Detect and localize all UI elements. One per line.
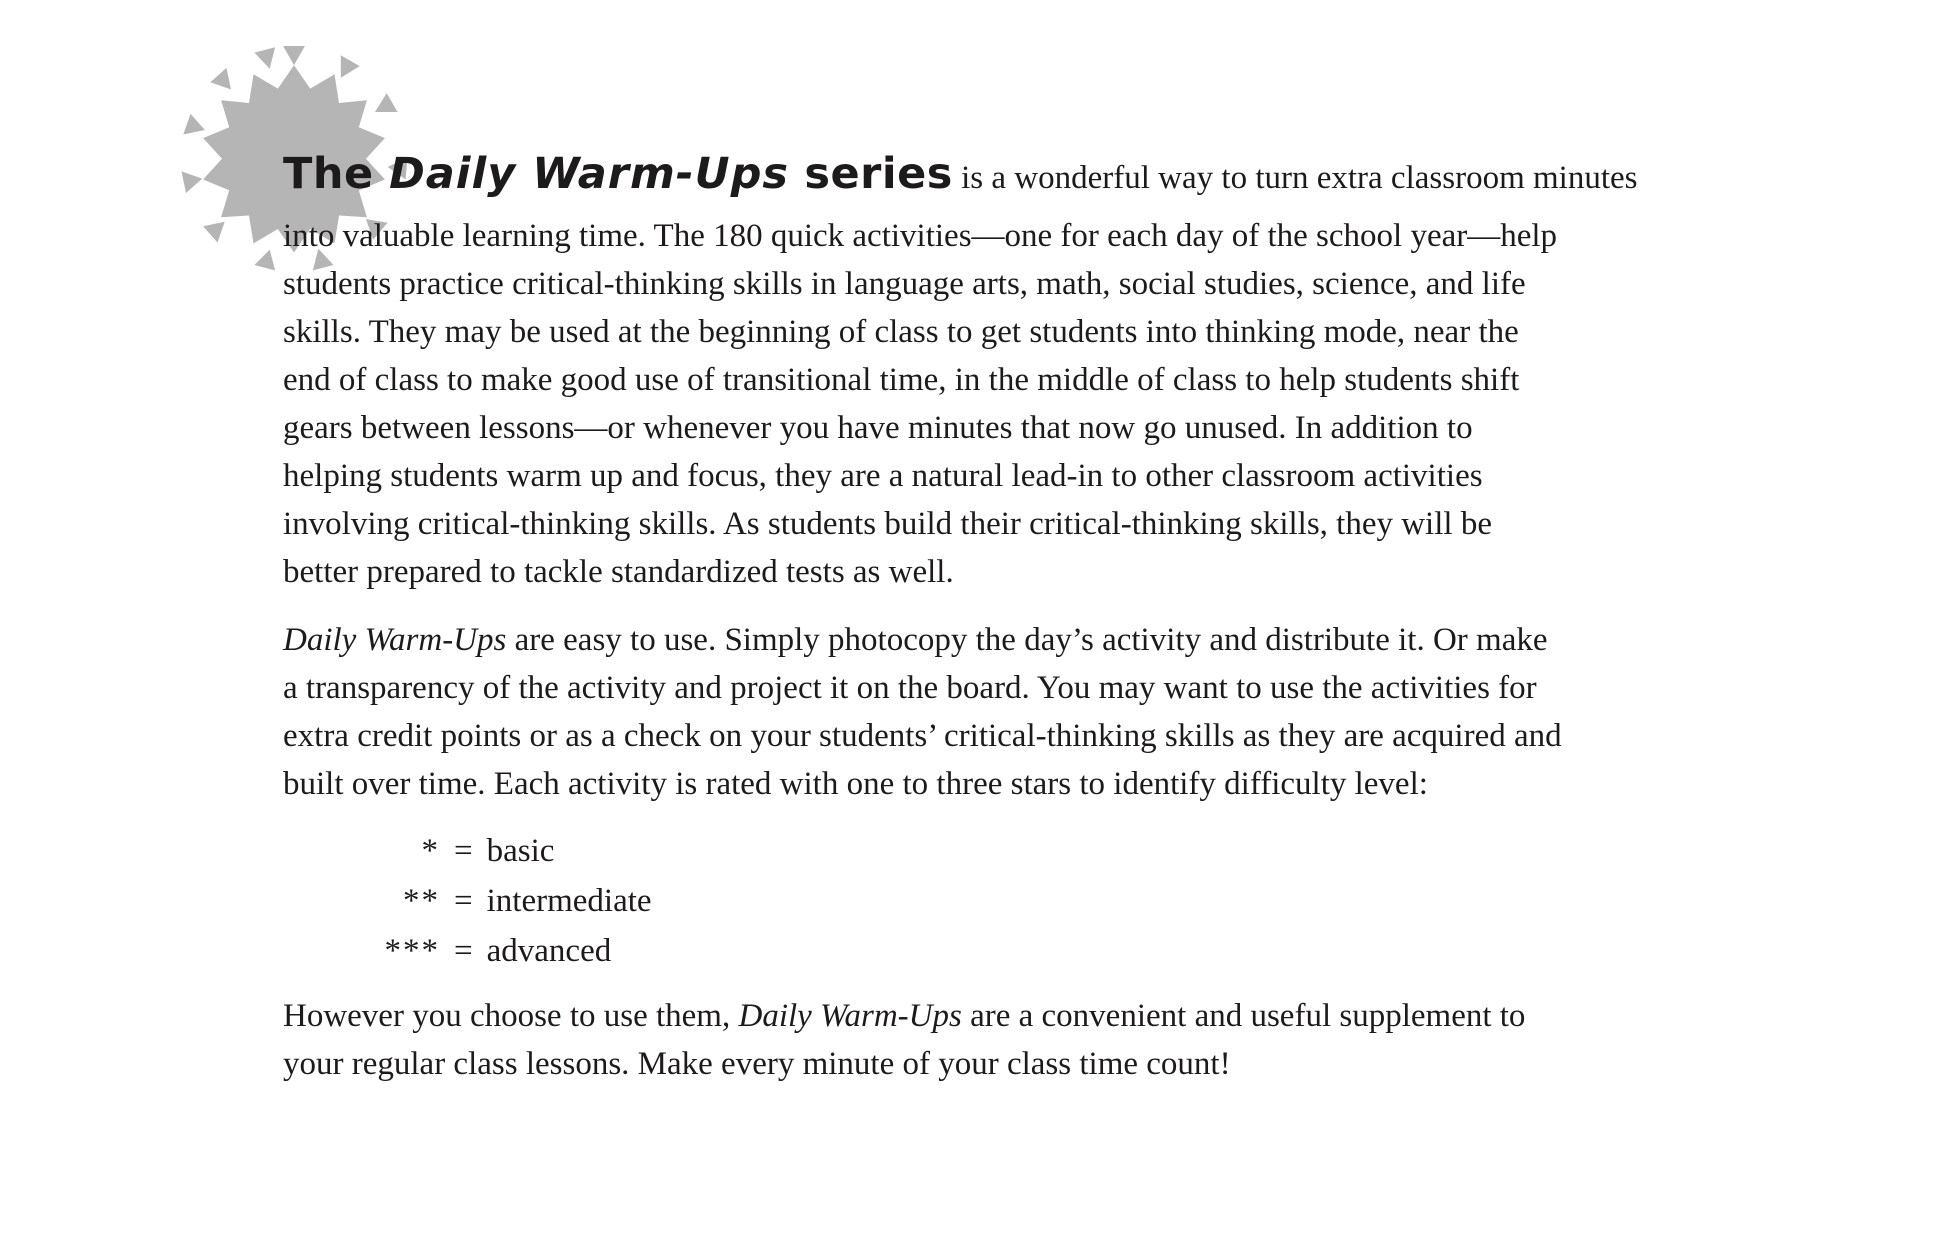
difficulty-legend xyxy=(283,826,1683,976)
text-line: extra credit points or as a check on your students’ critical-thinking skills as they are acquired and xyxy=(283,718,1562,754)
heading-the: The xyxy=(283,149,390,199)
heading-series-word: series xyxy=(788,149,953,199)
series-name-italic: Daily Warm-Ups xyxy=(738,998,962,1034)
rating-equals: = xyxy=(454,883,473,919)
rating-stars: ** xyxy=(403,883,440,919)
text-line xyxy=(283,992,1683,1040)
text-line: your regular class lessons. Make every minute of your class time count! xyxy=(283,1046,1231,1082)
text-line: students practice critical-thinking skills in language arts, math, social studies, science, and life xyxy=(283,266,1526,302)
paragraph-1 xyxy=(283,146,1683,596)
paragraph-2-line-1-rest: are easy to use. Simply photocopy the day’s activity and distribute it. Or make xyxy=(506,622,1548,658)
rating-label: advanced xyxy=(486,933,612,969)
rating-stars: * xyxy=(421,833,440,869)
text-line: helping students warm up and focus, they are a natural lead-in to other classroom activities xyxy=(283,458,1483,494)
rating-equals: = xyxy=(454,833,473,869)
rating-equals: = xyxy=(454,933,473,969)
rating-row-intermediate xyxy=(283,876,1683,926)
series-name-italic: Daily Warm-Ups xyxy=(283,622,507,658)
text-line xyxy=(283,616,1683,664)
heading-series-title: Daily Warm-Ups xyxy=(389,149,789,199)
rating-row-basic xyxy=(283,826,1683,876)
rating-row-advanced xyxy=(283,926,1683,976)
text-line: into valuable learning time. The 180 quick activities—one for each day of the school year—help xyxy=(283,218,1558,254)
text-line: a transparency of the activity and project it on the board. You may want to use the activities for xyxy=(283,670,1537,706)
rating-label: basic xyxy=(486,833,555,869)
paragraph-2 xyxy=(283,616,1683,808)
text-line: involving critical-thinking skills. As students build their critical-thinking skills, they will be xyxy=(283,506,1492,542)
text-line: skills. They may be used at the beginning of class to get students into thinking mode, near the xyxy=(283,314,1519,350)
text-line: built over time. Each activity is rated with one to three stars to identify difficulty level: xyxy=(283,766,1428,802)
text-line: end of class to make good use of transitional time, in the middle of class to help students shift xyxy=(283,362,1520,398)
paragraph-3-before: However you choose to use them, xyxy=(283,998,739,1034)
paragraph-3-after: are a convenient and useful supplement to xyxy=(961,998,1526,1034)
heading-tail-text: is a wonderful way to turn extra classroom minutes xyxy=(952,160,1638,196)
rating-stars: *** xyxy=(384,933,440,969)
heading-line xyxy=(283,146,1683,212)
page-content xyxy=(283,146,1683,1088)
rating-label: intermediate xyxy=(486,883,652,919)
text-line: gears between lessons—or whenever you have minutes that now go unused. In addition to xyxy=(283,410,1473,446)
text-line: better prepared to tackle standardized tests as well. xyxy=(283,554,954,590)
paragraph-3 xyxy=(283,992,1683,1088)
